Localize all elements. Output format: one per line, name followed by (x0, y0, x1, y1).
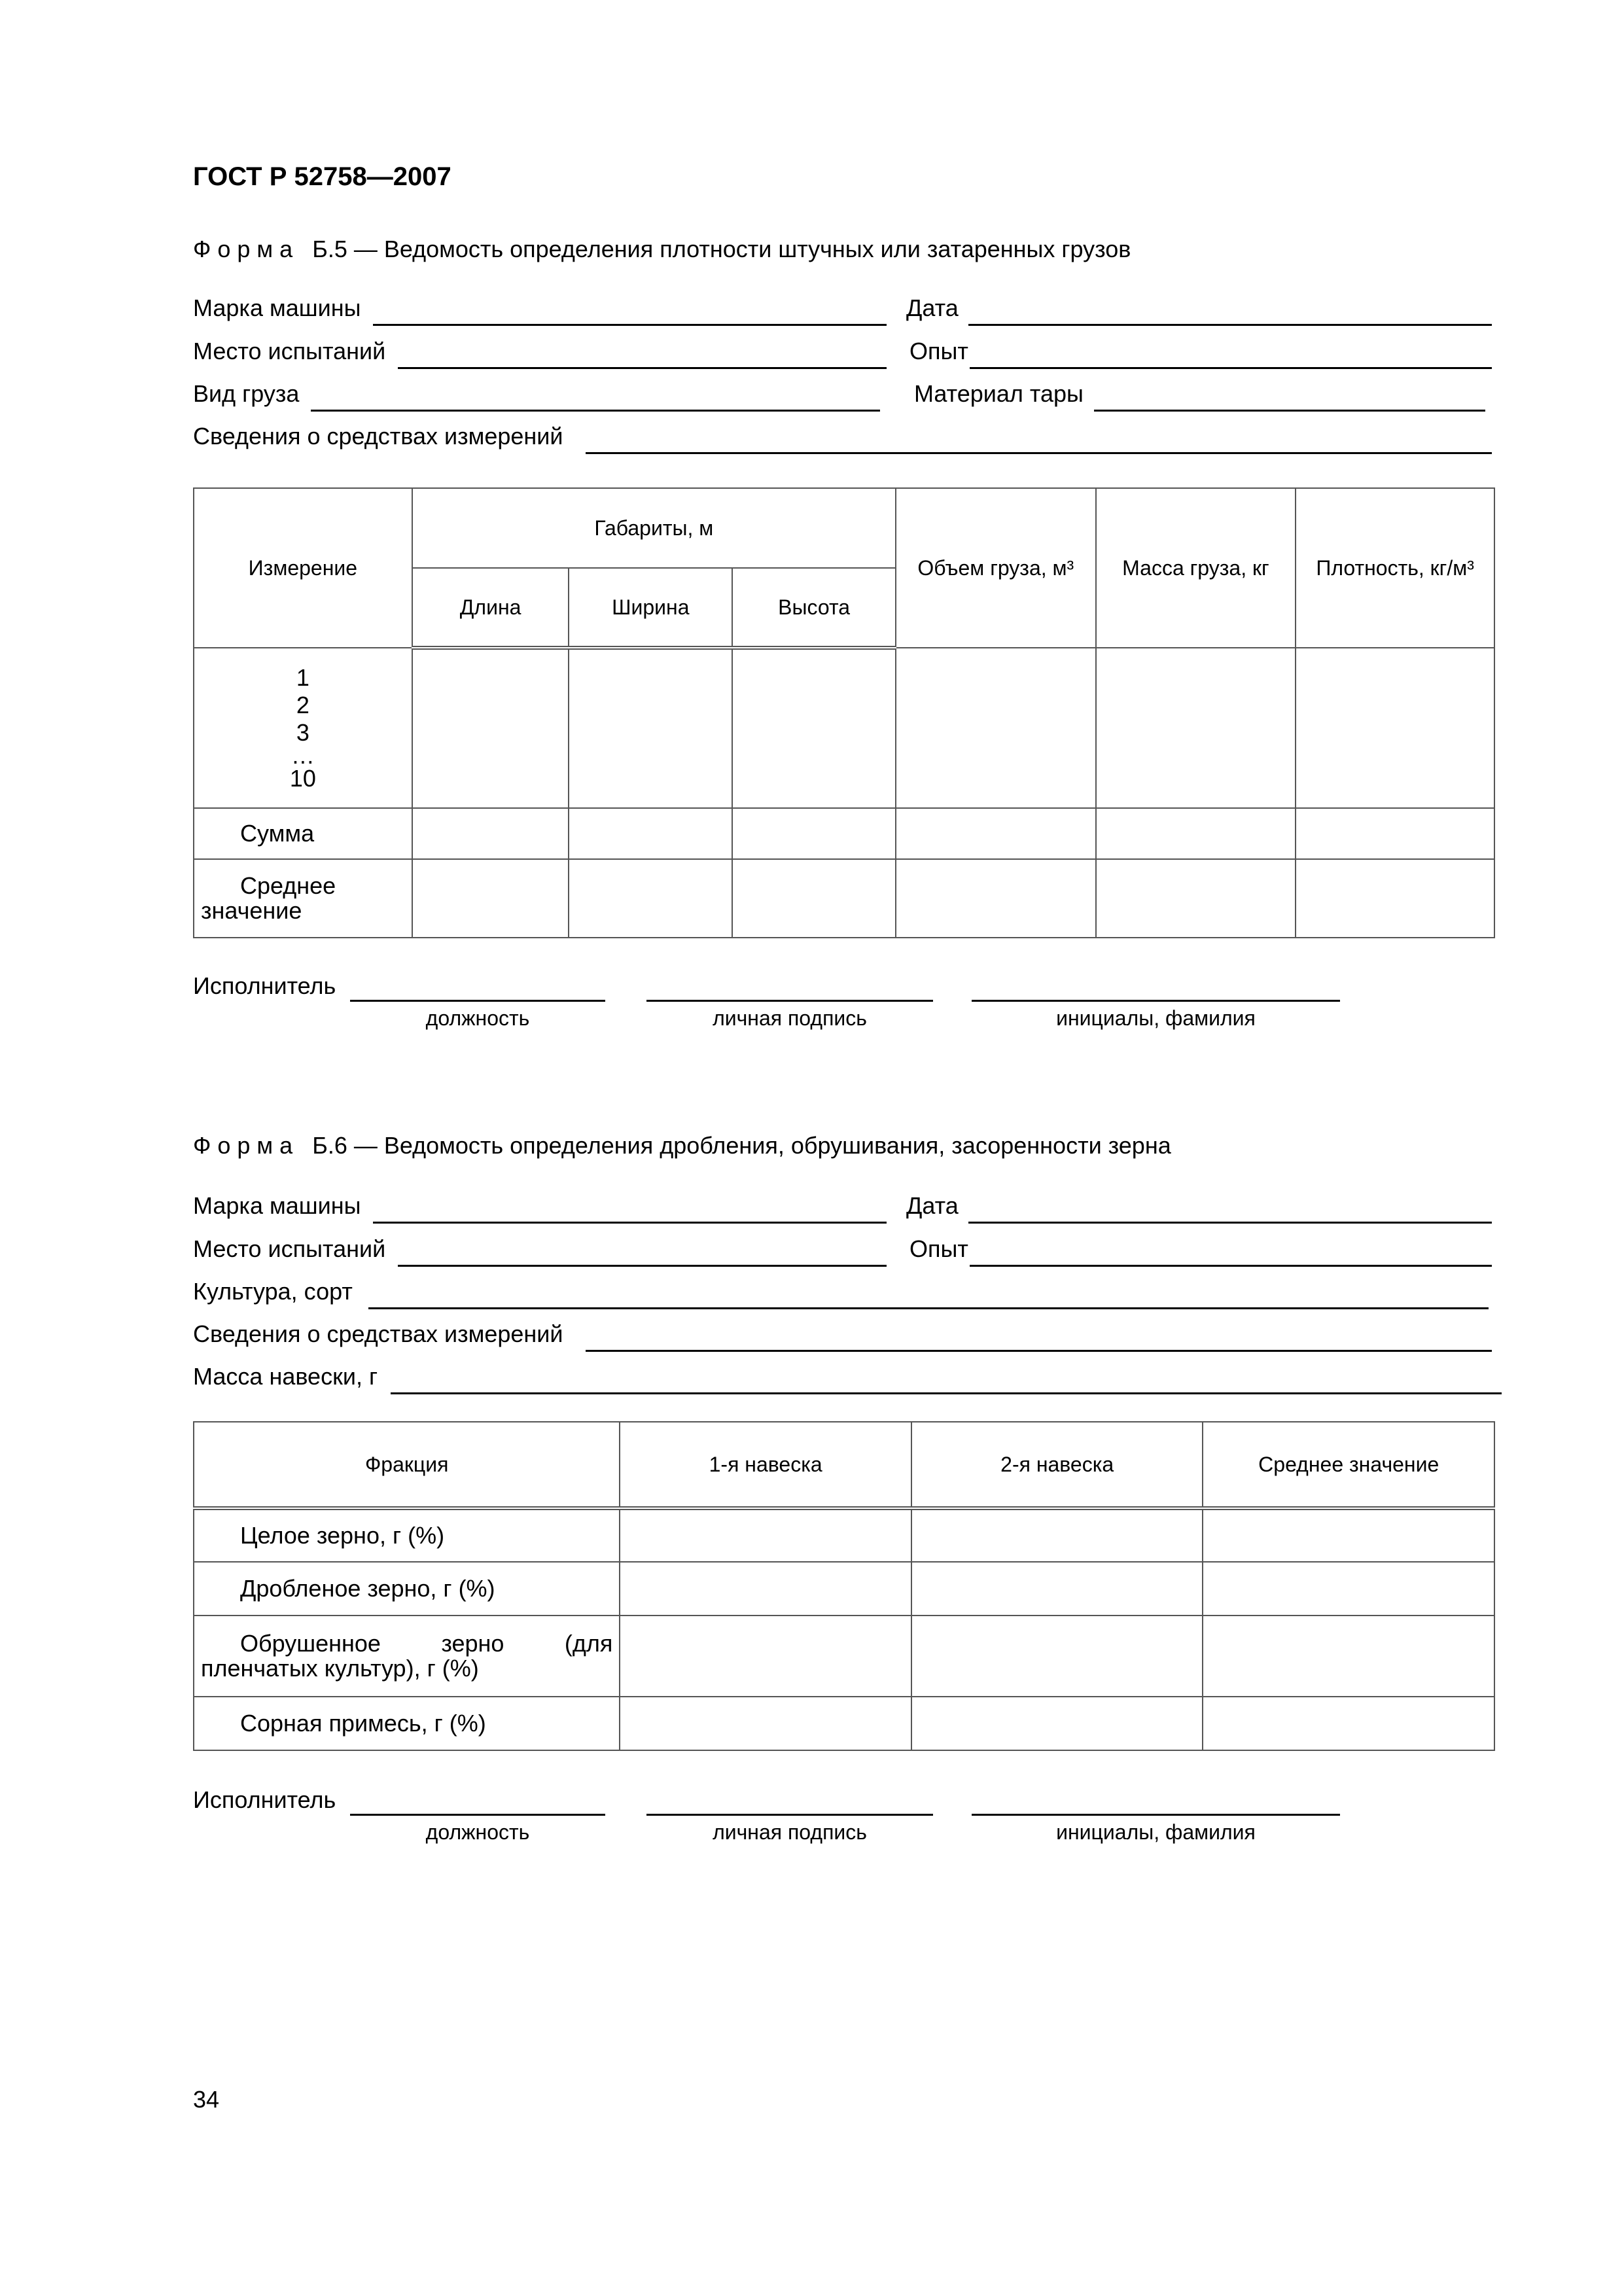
b5-machine-line[interactable] (373, 324, 887, 326)
b6-machine-line[interactable] (373, 1222, 887, 1224)
b5-machine-label: Марка машины (193, 294, 361, 321)
data-cell[interactable] (1203, 1616, 1494, 1697)
b5-executor-label: Исполнитель (193, 972, 336, 999)
data-cell[interactable] (911, 1508, 1203, 1562)
form-b5-prefix: Форма (193, 236, 300, 262)
row-number: 1 (296, 663, 309, 691)
data-cell[interactable] (1096, 859, 1296, 938)
b5-place-line[interactable] (398, 367, 887, 369)
form-b5-caption (193, 236, 1131, 263)
data-cell[interactable] (1296, 808, 1494, 859)
b5-cargo-label: Вид груза (193, 380, 300, 407)
table-row (194, 1697, 1494, 1750)
data-cell[interactable] (569, 808, 732, 859)
b5-row-average-label: Среднее значение (201, 872, 336, 924)
data-cell[interactable] (911, 1616, 1203, 1697)
b6-instruments-field[interactable] (193, 1322, 1492, 1352)
b5-col-volume: Объем груза, м³ (896, 488, 1096, 648)
data-cell[interactable] (412, 859, 569, 938)
b5-date-line[interactable] (968, 324, 1492, 326)
b5-tare-line[interactable] (1094, 410, 1485, 412)
b6-crop-line[interactable] (368, 1307, 1489, 1309)
b5-instruments-label: Сведения о средствах измерений (193, 423, 563, 450)
form-b5-title: Б.5 — Ведомость определения плотности штучных или затаренных грузов (312, 236, 1131, 262)
data-cell[interactable] (911, 1562, 1203, 1616)
data-cell[interactable] (1203, 1562, 1494, 1616)
b5-trial-field[interactable] (909, 339, 1492, 369)
b5-trial-line[interactable] (970, 367, 1492, 369)
b5-row-average (194, 859, 412, 938)
data-cell[interactable] (620, 1616, 911, 1697)
b5-signature-line[interactable] (646, 1000, 933, 1002)
data-cell[interactable] (1096, 808, 1296, 859)
b5-date-label: Дата (906, 294, 959, 321)
b6-date-label: Дата (906, 1192, 959, 1219)
data-cell[interactable] (569, 648, 732, 808)
data-cell[interactable] (1296, 648, 1494, 808)
form-b6-prefix: Форма (193, 1132, 300, 1159)
b6-machine-label: Марка машины (193, 1192, 361, 1219)
b5-instruments-field[interactable] (193, 424, 1492, 454)
b5-name-line[interactable] (972, 1000, 1340, 1002)
b6-date-field[interactable] (906, 1193, 1492, 1224)
data-cell[interactable] (1096, 648, 1296, 808)
b6-sample-mass-field[interactable] (193, 1364, 1502, 1394)
table-row (194, 859, 1494, 938)
data-cell[interactable] (620, 1562, 911, 1616)
b6-crop-label: Культура, сорт (193, 1278, 353, 1305)
b6-trial-label: Опыт (909, 1235, 968, 1262)
b5-col-dimensions: Габариты, м (412, 488, 896, 568)
b6-crop-field[interactable] (193, 1279, 1489, 1309)
b6-instruments-line[interactable] (586, 1350, 1492, 1352)
b6-name-caption: инициалы, фамилия (1056, 1820, 1256, 1844)
b6-signature-caption: личная подпись (713, 1820, 867, 1844)
b5-tare-label: Материал тары (914, 380, 1084, 407)
b5-date-field[interactable] (906, 296, 1492, 326)
document-id: ГОСТ Р 52758—2007 (193, 162, 451, 191)
b5-col-height: Высота (732, 568, 896, 648)
row-number: 3 (296, 718, 309, 746)
b5-col-mass: Масса груза, кг (1096, 488, 1296, 648)
b6-sample-mass-line[interactable] (391, 1392, 1502, 1394)
data-cell[interactable] (1296, 859, 1494, 938)
data-cell[interactable] (896, 808, 1096, 859)
b5-machine-field[interactable] (193, 296, 887, 326)
b5-name-caption: инициалы, фамилия (1056, 1006, 1256, 1030)
b6-row-label: Обрушенное зерно (для пленчатых культур), г (%) (201, 1630, 613, 1682)
b5-col-measure: Измерение (194, 488, 412, 648)
b6-trial-line[interactable] (970, 1265, 1492, 1267)
b6-col-sample1: 1-я навеска (620, 1422, 911, 1508)
b6-position-caption: должность (425, 1820, 530, 1844)
row-number: … (291, 741, 315, 769)
b5-col-length: Длина (412, 568, 569, 648)
b6-name-line[interactable] (972, 1814, 1340, 1816)
data-cell[interactable] (911, 1697, 1203, 1750)
b6-signature-line[interactable] (646, 1814, 933, 1816)
b5-position-line[interactable] (350, 1000, 605, 1002)
b6-place-field[interactable] (193, 1237, 887, 1267)
b5-signature-caption: личная подпись (713, 1006, 867, 1030)
table-row (194, 1562, 1494, 1616)
b5-row-sum: Сумма (194, 808, 412, 859)
row-number: 2 (296, 691, 309, 718)
b5-cargo-field[interactable] (193, 381, 880, 412)
b6-row-label: Дробленое зерно, г (%) (194, 1562, 620, 1616)
b5-place-label: Место испытаний (193, 338, 386, 364)
b6-col-fraction: Фракция (194, 1422, 620, 1508)
data-cell[interactable] (412, 808, 569, 859)
b5-col-width: Ширина (569, 568, 732, 648)
b5-instruments-line[interactable] (586, 452, 1492, 454)
b6-position-line[interactable] (350, 1814, 605, 1816)
b5-place-field[interactable] (193, 339, 887, 369)
table-row (194, 1616, 1494, 1697)
data-cell[interactable] (732, 859, 896, 938)
b6-col-sample2: 2-я навеска (911, 1422, 1203, 1508)
row-number: 10 (289, 764, 316, 792)
b5-cargo-line[interactable] (311, 410, 880, 412)
b6-place-label: Место испытаний (193, 1235, 386, 1262)
data-cell[interactable] (412, 648, 569, 808)
form-b6-caption (193, 1132, 1171, 1159)
b6-row-label: Целое зерно, г (%) (194, 1508, 620, 1562)
table-row (194, 1508, 1494, 1562)
form-b6-title: Б.6 — Ведомость определения дробления, обрушивания, засоренности зерна (312, 1132, 1171, 1159)
table-row (194, 648, 1494, 808)
b6-col-average: Среднее значение (1203, 1422, 1494, 1508)
page-number: 34 (193, 2086, 220, 2113)
data-cell[interactable] (620, 1697, 911, 1750)
b6-row-label-cell (194, 1616, 620, 1697)
b6-place-line[interactable] (398, 1265, 887, 1267)
b6-sample-mass-label: Масса навески, г (193, 1363, 378, 1390)
b5-position-caption: должность (425, 1006, 530, 1030)
data-cell[interactable] (732, 648, 896, 808)
data-cell[interactable] (620, 1508, 911, 1562)
b6-trial-field[interactable] (909, 1237, 1492, 1267)
b5-tare-field[interactable] (914, 381, 1485, 412)
b6-row-label: Сорная примесь, г (%) (194, 1697, 620, 1750)
b6-executor-label: Исполнитель (193, 1786, 336, 1813)
table-row (194, 808, 1494, 859)
b5-trial-label: Опыт (909, 338, 968, 364)
b5-row-numbers (194, 648, 412, 808)
data-cell[interactable] (569, 859, 732, 938)
data-cell[interactable] (1203, 1697, 1494, 1750)
b6-instruments-label: Сведения о средствах измерений (193, 1320, 563, 1347)
data-cell[interactable] (1203, 1508, 1494, 1562)
data-cell[interactable] (896, 648, 1096, 808)
b5-table (193, 487, 1495, 938)
data-cell[interactable] (896, 859, 1096, 938)
b6-machine-field[interactable] (193, 1193, 887, 1224)
b6-table (193, 1421, 1495, 1751)
b6-date-line[interactable] (968, 1222, 1492, 1224)
b5-col-density: Плотность, кг/м³ (1296, 488, 1494, 648)
data-cell[interactable] (732, 808, 896, 859)
